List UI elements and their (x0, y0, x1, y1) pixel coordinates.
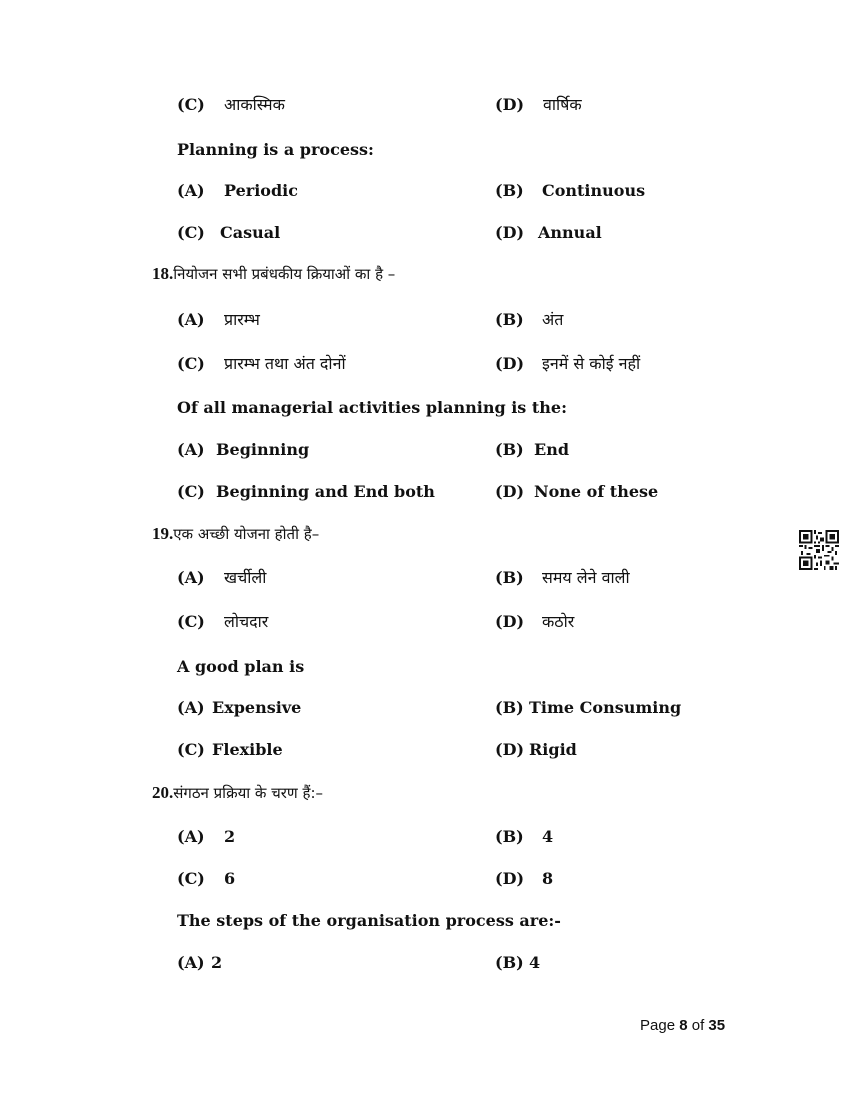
total-pages: 35 (708, 1017, 726, 1034)
option-label: (B) (495, 698, 524, 717)
option-label: (A) (177, 440, 205, 459)
option-label: (D) (495, 95, 525, 114)
question-19-hi (152, 524, 319, 544)
question-text-hi: एक अच्छी योजना होती है– (173, 525, 320, 543)
option-label: (C) (177, 95, 205, 114)
option-label: (B) (495, 953, 524, 972)
option-text: अंत (542, 310, 564, 329)
option-text: कठोर (542, 612, 575, 631)
option-label: (C) (177, 740, 205, 759)
page-number (640, 1016, 725, 1036)
option-label: (C) (177, 869, 205, 888)
option-text: Continuous (542, 181, 646, 200)
option-text: 2 (224, 827, 236, 846)
option-label: (A) (177, 698, 205, 717)
option-text: Periodic (224, 181, 298, 200)
option-text: Flexible (212, 740, 283, 759)
question-number: 20. (152, 783, 174, 802)
question-text-hi: नियोजन सभी प्रबंधकीय क्रियाओं का है – (173, 265, 396, 283)
option-label: (A) (177, 568, 205, 587)
option-label: (B) (495, 568, 524, 587)
option-label: (D) (495, 482, 525, 501)
option-label: (C) (177, 354, 205, 373)
of-word: of (691, 1017, 705, 1034)
option-label: (B) (495, 440, 524, 459)
option-text: Casual (220, 223, 281, 242)
option-text: 2 (211, 953, 223, 972)
option-text: Annual (538, 223, 602, 242)
option-text: प्रारम्भ तथा अंत दोनों (224, 354, 346, 373)
option-label: (B) (495, 310, 524, 329)
question-text-hi: संगठन प्रक्रिया के चरण हैं:– (173, 784, 324, 802)
question-text-en: Planning is a process: (177, 140, 374, 159)
option-text: 4 (529, 953, 541, 972)
option-text: Time Consuming (529, 698, 682, 717)
option-text: 6 (224, 869, 236, 888)
option-label: (A) (177, 827, 205, 846)
option-label: (C) (177, 612, 205, 631)
option-text: 4 (542, 827, 554, 846)
question-text-en: A good plan is (177, 657, 305, 676)
option-text: Expensive (212, 698, 302, 717)
option-label: (D) (495, 740, 525, 759)
option-label: (D) (495, 223, 525, 242)
page-word: Page (640, 1017, 676, 1034)
option-label: (D) (495, 612, 525, 631)
option-text: None of these (534, 482, 659, 501)
option-text: प्रारम्भ (224, 310, 260, 329)
option-text: Rigid (529, 740, 577, 759)
question-20-hi (152, 783, 323, 803)
option-text: लोचदार (224, 612, 269, 631)
option-label: (B) (495, 181, 524, 200)
option-label: (D) (495, 869, 525, 888)
option-label: (A) (177, 181, 205, 200)
option-label: (A) (177, 953, 205, 972)
option-text: आकस्मिक (224, 95, 285, 114)
current-page: 8 (679, 1017, 688, 1034)
question-number: 18. (152, 264, 174, 283)
option-text: Beginning and End both (216, 482, 435, 501)
question-18-hi (152, 264, 395, 284)
question-text-en: The steps of the organisation process are:- (177, 911, 561, 930)
option-label: (C) (177, 482, 205, 501)
option-label: (C) (177, 223, 205, 242)
option-text: खर्चीली (224, 568, 267, 587)
option-text: End (534, 440, 570, 459)
question-number: 19. (152, 524, 174, 543)
option-label: (A) (177, 310, 205, 329)
option-label: (D) (495, 354, 525, 373)
qr-code-icon (799, 530, 839, 570)
option-text: समय लेने वाली (542, 568, 630, 587)
option-label: (B) (495, 827, 524, 846)
option-text: 8 (542, 869, 554, 888)
option-text: Beginning (216, 440, 310, 459)
option-text: वार्षिक (543, 95, 582, 114)
question-text-en: Of all managerial activities planning is the: (177, 398, 567, 417)
option-text: इनमें से कोई नहीं (542, 354, 641, 373)
